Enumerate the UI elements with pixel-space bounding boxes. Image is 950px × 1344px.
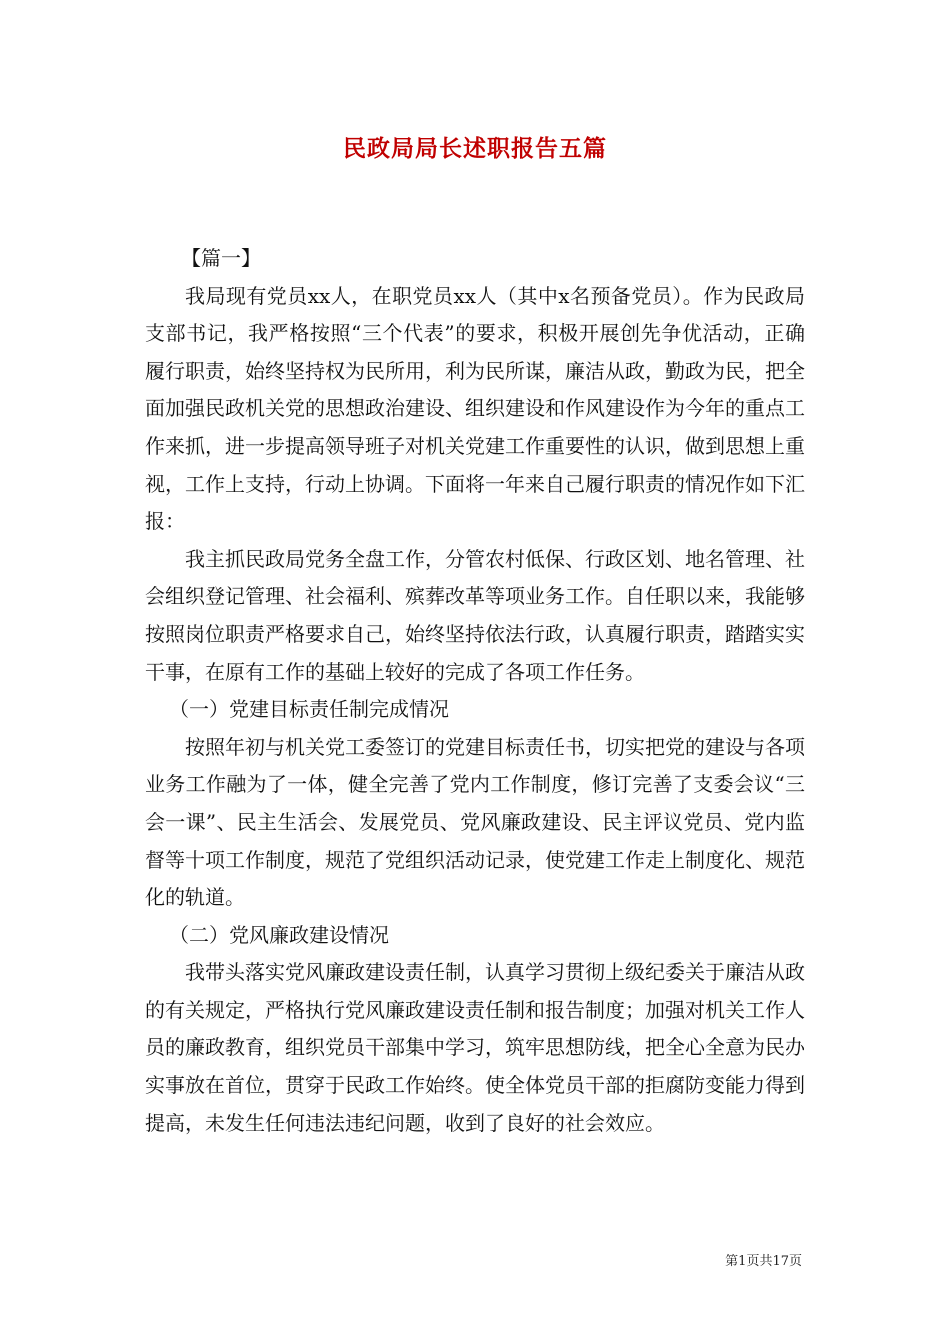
paragraph-4: 我带头落实党风廉政建设责任制，认真学习贯彻上级纪委关于廉洁从政的有关规定，严格执行党风廉政建设责任制和报告制度；加强对机关工作人员的廉政教育，组织党员干部集中学习，筑牢思想防线，把全心全意为民办实事放在首位，贯穿于民政工作始终。使全体党员干部的拒腐防变能力得到提高，未发生任何违法违纪问题，收到了良好的社会效应。 bbox=[145, 960, 805, 1135]
section-label: 【篇一】 bbox=[181, 246, 261, 270]
paragraph-1: 我局现有党员xx人，在职党员xx人（其中x名预备党员）。作为民政局支部书记，我严格按照“三个代表”的要求，积极开展创先争优活动，正确履行职责，始终坚持权为民所用，利为民所谋，廉洁从政，勤政为民，把全面加强民政机关党的思想政治建设、组织建设和作风建设作为今年的重点工作来抓，进一步提高领导班子对机关党建工作重要性的认识，做到思想上重视，工作上支持，行动上协调。下面将一年来自己履行职责的情况作如下汇报： bbox=[145, 283, 805, 534]
subheading-integrity: （二）党风廉政建设情况 bbox=[169, 922, 389, 947]
paragraph-2: 我主抓民政局党务全盘工作，分管农村低保、行政区划、地名管理、社会组织登记管理、社会福利、殡葬改革等项业务工作。自任职以来，我能够按照岗位职责严格要求自己，始终坚持依法行政，认真履行职责，踏踏实实干事，在原有工作的基础上较好的完成了各项工作任务。 bbox=[145, 546, 805, 684]
subheading-party-building: （一）党建目标责任制完成情况 bbox=[169, 697, 449, 722]
document-body bbox=[145, 240, 805, 1142]
paragraph-3: 按照年初与机关党工委签订的党建目标责任书，切实把党的建设与各项业务工作融为了一体，健全完善了党内工作制度，修订完善了支委会议“三会一课”、民主生活会、发展党员、党风廉政建设、民主评议党员、党内监督等十项工作制度，规范了党组织活动记录，使党建工作走上制度化、规范化的轨道。 bbox=[145, 734, 805, 910]
page-indicator: 第1页共17页 bbox=[725, 1254, 802, 1269]
document-title: 民政局局长述职报告五篇 bbox=[343, 135, 607, 162]
